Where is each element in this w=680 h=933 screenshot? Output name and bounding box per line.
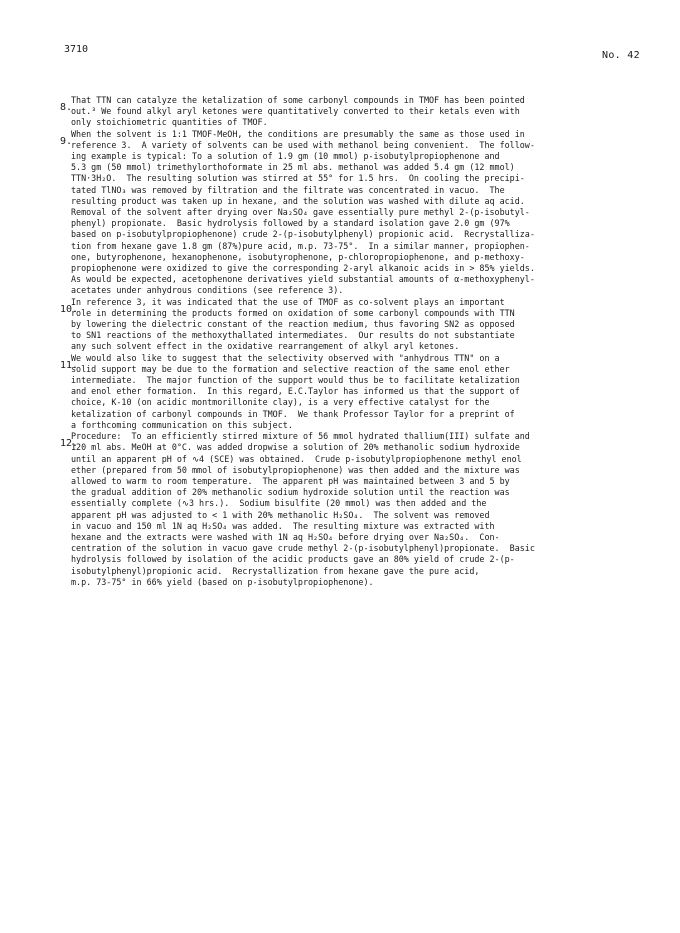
text-line: reference 3. A variety of solvents can be used with methanol being convenient. The follow-	[71, 139, 535, 150]
text-line: choice, K-10 (on acidic montmorillonite clay), is a very effective catalyst for the	[71, 397, 490, 408]
text-line: intermediate. The major function of the support would thus be to facilitate ketalization	[71, 375, 520, 386]
footnote-number: 12.	[60, 438, 79, 450]
text-line: and enol ether formation. In this regard, E.C.Taylor has informed us that the support of	[71, 386, 520, 397]
text-line: only stoichiometric quantities of TMOF.	[71, 117, 268, 128]
footnote-number: 9.	[60, 135, 73, 147]
text-line: acetates under anhydrous conditions (see reference 3).	[71, 285, 344, 296]
footnote-text	[71, 129, 680, 297]
text-line: role in determining the products formed on oxidation of some carbonyl compounds with TTN	[71, 307, 515, 318]
footnote	[0, 431, 680, 588]
footnote-number: 8.	[60, 102, 73, 114]
text-line: until an apparent pH of ∿4 (SCE) was obtained. Crude p-isobutylpropiophenone methyl enol	[71, 453, 522, 464]
text-line: phenyl) propionate. Basic hydrolysis followed by a standard isolation gave 2.0 gm (97%	[71, 218, 510, 229]
text-line: Procedure: To an efficiently stirred mixture of 56 mmol hydrated thallium(III) sulfate and	[71, 431, 530, 442]
text-line: the gradual addition of 20% methanolic sodium hydroxide solution until the reaction was	[71, 487, 510, 498]
text-line: a forthcoming communication on this subject.	[71, 419, 293, 430]
text-line: in vacuo and 150 ml 1N aq H₂SO₄ was added. The resulting mixture was extracted with	[71, 520, 495, 531]
text-line: Removal of the solvent after drying over Na₂SO₄ gave essentially pure methyl 2-(p-isobutyl-	[71, 207, 530, 218]
footnote	[0, 297, 680, 353]
footnote	[0, 95, 680, 129]
text-line: centration of the solution in vacuo gave crude methyl 2-(p-isobutylphenyl)propionate. Basic	[71, 543, 535, 554]
text-line: 5.3 gm (50 mmol) trimethylorthoformate in 25 ml abs. methanol was added 5.4 gm (12 mmol)	[71, 162, 515, 173]
text-line: hexane and the extracts were washed with 1N aq H₂SO₄ before drying over Na₂SO₄. Con-	[71, 531, 500, 542]
text-line: propiophenone were oxidized to give the corresponding 2-aryl alkanoic acids in > 85% yields.	[71, 263, 535, 274]
text-line: essentially complete (∿3 hrs.). Sodium bisulfite (20 mmol) was then added and the	[71, 498, 487, 509]
text-line: When the solvent is 1:1 TMOF-MeOH, the conditions are presumably the same as those used in	[71, 128, 525, 139]
footnotes-list	[0, 95, 680, 588]
text-line: m.p. 73-75° in 66% yield (based on p-isobutylpropiophenone).	[71, 576, 374, 587]
text-line: isobutylphenyl)propionic acid. Recrystallization from hexane gave the pure acid,	[71, 565, 480, 576]
footnote-text	[71, 353, 680, 431]
text-line: In reference 3, it was indicated that the use of TMOF as co-solvent plays an important	[71, 296, 505, 307]
text-line: solid support may be due to the formation and selective reaction of the same enol ether	[71, 363, 510, 374]
text-line: That TTN can catalyze the ketalization of some carbonyl compounds in TMOF has been pointed	[71, 95, 525, 105]
text-line: one, butyrophenone, hexanophenone, isobutyrophenone, p-chloropropiophenone, and p-methoxy-	[71, 251, 525, 262]
text-line: ing example is typical: To a solution of 1.9 gm (10 mmol) p-isobutylpropiophenone and	[71, 151, 500, 162]
journal-issue-number: No. 42	[602, 50, 640, 61]
text-line: TTN·3H₂O. The resulting solution was stirred at 55° for 1.5 hrs. On cooling the precipi-	[71, 173, 525, 184]
text-line: allowed to warm to room temperature. The apparent pH was maintained between 3 and 5 by	[71, 475, 510, 486]
text-line: resulting product was taken up in hexane, and the solution was washed with dilute aq acid.	[71, 195, 525, 206]
text-line: ketalization of carbonyl compounds in TMOF. We thank Professor Taylor for a preprint of	[71, 408, 515, 419]
text-line: out.³ We found alkyl aryl ketones were quantitatively converted to their ketals even with	[71, 106, 520, 117]
footnote-text	[71, 431, 680, 588]
text-line: ether (prepared from 50 mmol of isobutylpropiophenone) was then added and the mixture was	[71, 464, 520, 475]
footnote-text	[71, 297, 680, 353]
text-line: based on p-isobutylpropiophenone) crude 2-(p-isobutylphenyl) propionic acid. Recrystalliza-	[71, 229, 535, 240]
text-line: any such solvent effect in the oxidative rearrangement of alkyl aryl ketones.	[71, 341, 460, 352]
footnote-number: 10.	[60, 303, 79, 315]
text-line: tion from hexane gave 1.8 gm (87%)pure acid, m.p. 73-75°. In a similar manner, propiophen-	[71, 240, 530, 251]
text-line: by lowering the dielectric constant of the reaction medium, thus favoring SN2 as opposed	[71, 319, 515, 330]
text-line: apparent pH was adjusted to < 1 with 20% methanolic H₂SO₄. The solvent was removed	[71, 509, 490, 520]
footnote	[0, 353, 680, 431]
footnote-text	[71, 95, 680, 129]
text-line: hydrolysis followed by isolation of the acidic products gave an 80% yield of crude 2-(p-	[71, 554, 515, 565]
page-number: 3710	[64, 44, 89, 55]
text-line: to SN1 reactions of the methoxythallated intermediates. Our results do not substantiate	[71, 330, 515, 341]
text-line: As would be expected, acetophenone derivatives yield substantial amounts of α-methoxyphenyl-	[71, 274, 535, 285]
footnote	[0, 129, 680, 297]
text-line: tated TlNO₃ was removed by filtration and the filtrate was concentrated in vacuo. The	[71, 184, 505, 195]
footnote-number: 11.	[60, 359, 79, 371]
text-line: 120 ml abs. MeOH at 0°C. was added dropwise a solution of 20% methanolic sodium hydroxide	[71, 442, 520, 453]
text-line: We would also like to suggest that the selectivity observed with "anhydrous TTN" on a	[71, 352, 500, 363]
